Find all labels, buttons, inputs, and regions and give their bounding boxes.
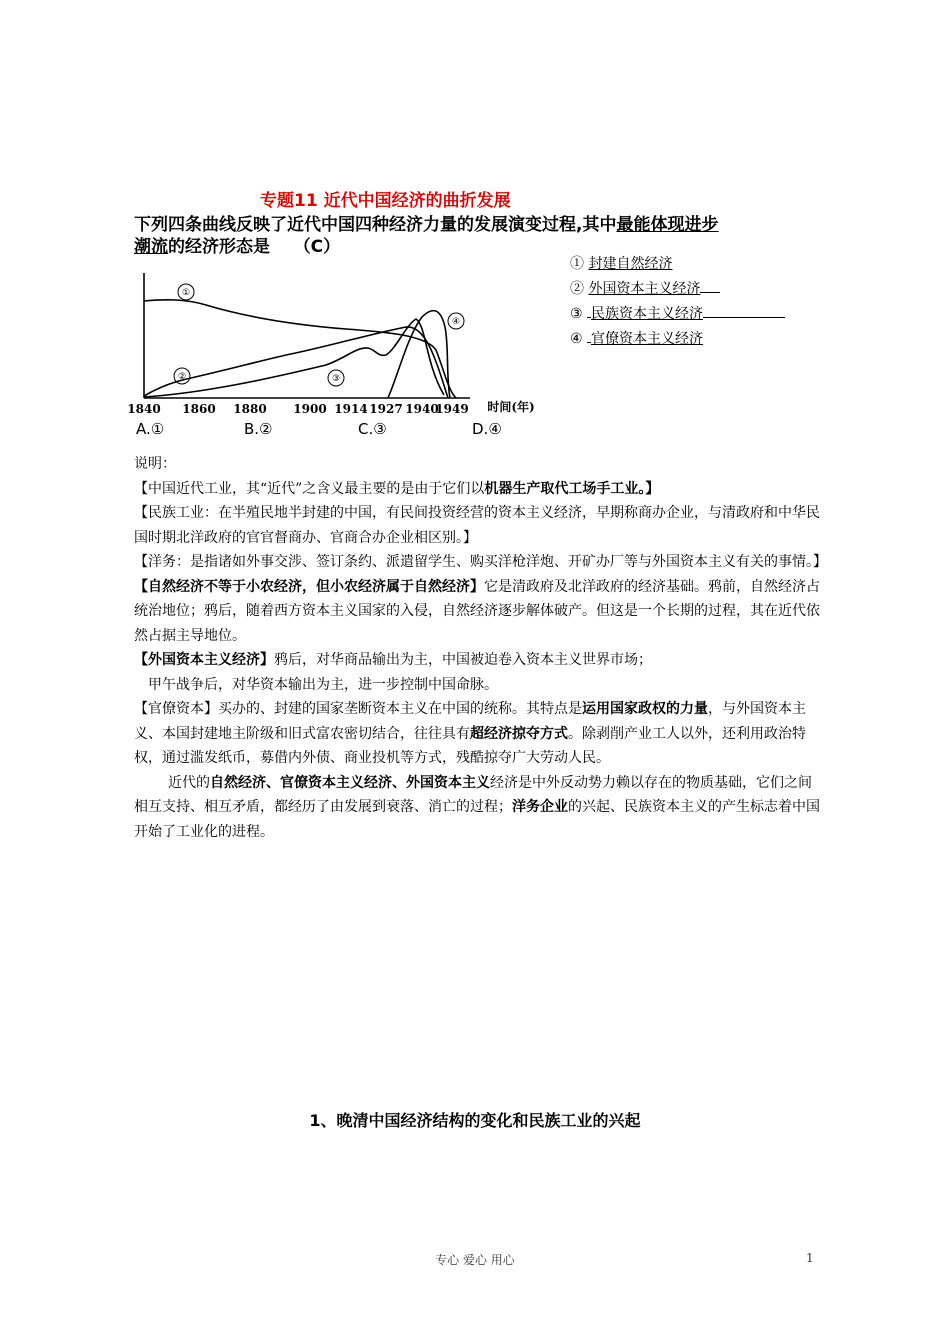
curve-2 [144, 327, 448, 398]
curve-3 [144, 319, 444, 397]
option-c: C.③ [358, 420, 387, 438]
x-tick: 1927 [369, 402, 403, 416]
explanation-intro: 说明： [134, 456, 176, 472]
paragraph-natural-economy: 【自然经济不等于小农经济，但小农经济属于自然经济】它是清政府及北洋政府的经济基础。鸦前，自然经济占统治地位；鸦后，随着西方资本主义国家的入侵，自然经济逐步解体破产。但这是一个长期的过程，其在近代依然占据主导地位。 [134, 578, 820, 644]
legend-item-2: ② 外国资本主义经济 [570, 277, 785, 302]
paragraph-bureaucratic-capital: 【官僚资本】买办的、封建的国家垄断资本主义在中国的统称。其特点是运用国家政权的力量，与外国资本主义、本国封建地主阶级和旧式富农密切结合，往往具有超经济掠夺方式。除剥削产业工人以外，还利用政治特权，通过滥发纸币，募借内外债、商业投机等方式，残酷掠夺广大劳动人民。 [134, 701, 806, 766]
question-emphasis: 最能体现进步 [616, 215, 719, 235]
option-b: B.② [244, 420, 273, 438]
x-tick: 1840 [127, 402, 161, 416]
x-tick: 1860 [182, 402, 216, 416]
question-emphasis-2: 潮流 [134, 237, 168, 257]
curve-3-label: ③ [331, 374, 341, 384]
paragraph-foreign-capital: 【外国资本主义经济】鸦后，对华商品输出为主，中国被迫卷入资本主义世界市场； [134, 652, 652, 668]
x-tick: 1940 [405, 402, 439, 416]
curve-4-label: ④ [451, 317, 461, 327]
question-text: 下列四条曲线反映了近代中国四种经济力量的发展演变过程,其中 [134, 215, 617, 235]
legend-item-4: ④ 官僚资本主义经济 [570, 327, 785, 352]
x-tick: 1914 [334, 402, 368, 416]
curve-1 [144, 300, 456, 398]
x-tick: 1900 [293, 402, 327, 416]
page-title: 专题11 近代中国经济的曲折发展 [260, 191, 511, 211]
question-line-2 [134, 232, 340, 257]
paragraph-foreign-capital-2: 甲午战争后，对华资本输出为主，进一步控制中国命脉。 [148, 676, 498, 693]
legend-item-3: ③ 民族资本主义经济 [570, 302, 785, 327]
option-d: D.④ [472, 420, 502, 438]
section-heading: 1、晚清中国经济结构的变化和民族工业的兴起 [309, 1111, 641, 1130]
economy-curve-chart [126, 265, 556, 440]
page-footer: 专心 爱心 用心 [435, 1253, 515, 1267]
paragraph-westernization: 【洋务：是指诸如外事交涉、签订条约、派遣留学生、购买洋枪洋炮、开矿办厂等与外国资本主义有关的事情。】 [134, 554, 827, 570]
paragraph-summary: 近代的自然经济、官僚资本主义经济、外国资本主义经济是中外反动势力赖以存在的物质基础，它们之间相互支持、相互矛盾，都经历了由发展到衰落、消亡的过程；洋务企业的兴起、民族资本主义的产生标志着中国开始了工业化的进程。 [134, 774, 820, 840]
paragraph-modern-industry: 【中国近代工业，其“近代”之含义最主要的是由于它们以机器生产取代工场手工业。】 [134, 480, 660, 497]
option-a: A.① [136, 420, 165, 438]
curve-2-label: ② [177, 372, 187, 382]
question-text-2: 的经济形态是 [168, 237, 270, 257]
legend-item-1: ① 封建自然经济 [570, 256, 673, 272]
page-number: 1 [806, 1251, 814, 1265]
curve-legend [570, 252, 785, 352]
x-tick: 1949 [435, 402, 469, 416]
paragraph-national-industry: 【民族工业：在半殖民地半封建的中国，有民间投资经营的资本主义经济，早期称商办企业，与清政府和中华民国时期北洋政府的官官督商办、官商合办企业相区别。】 [134, 505, 820, 546]
x-axis-label: 时间(年) [487, 400, 535, 414]
question-answer: （C） [293, 237, 341, 257]
x-tick: 1880 [233, 402, 267, 416]
curve-1-label: ① [181, 288, 191, 298]
explanation-body [134, 452, 827, 844]
